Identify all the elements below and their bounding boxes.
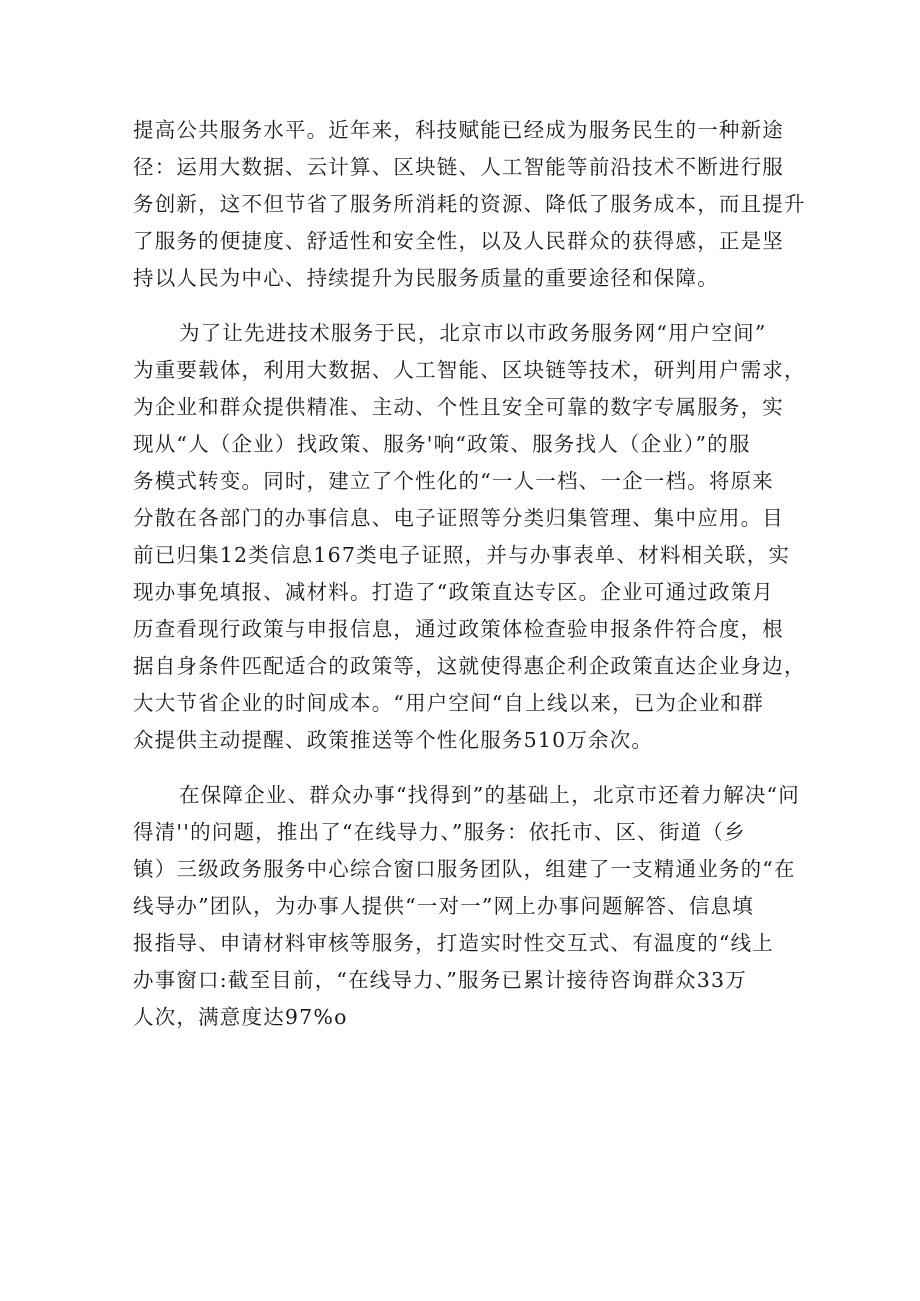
text-line: 得清''的问题，推出了“在线导力、”服务：依托市、区、街道（乡 [133,820,746,844]
text-line: 为了让先进技术服务于民，北京市以市政务服务网“用户空间” [179,321,767,345]
paragraph-spacer [133,297,833,315]
text-line: 报指导、申请材料审核等服务，打造实时性交互式、有温度的“线上 [133,931,774,955]
text-line: 镇）三级政务服务中心综合窗口服务团队，组建了一支精通业务的“在 [133,857,796,881]
paragraph-spacer [133,759,833,777]
paragraph-1 [133,112,833,297]
text-line: 人次，满意度达97%o [133,1005,348,1029]
text-line: 务模式转变。同时，建立了个性化的“一人一档、一企一档。将原来 [133,469,774,493]
text-line: 持以人民为中心、持续提升为民服务质量的重要途径和保障。 [133,266,719,290]
text-line: 在保障企业、群众办事“找得到”的基础上，北京市还着力解决“问 [179,783,800,807]
document-body [133,112,833,1036]
text-line: 前已归集12类信息167类电子证照，并与办事表单、材料相关联，实 [133,543,791,567]
text-line: 为企业和群众提供精准、主动、个性且安全可靠的数字专属服务，实 [133,395,784,419]
text-line: 线导办”团队，为办事人提供“一对一”网上办事问题解答、信息填 [133,894,754,918]
text-line: 径：运用大数据、云计算、区块链、人工智能等前沿技术不断进行服 [133,155,784,179]
text-line: 了服务的便捷度、舒适性和安全性，以及人民群众的获得感，正是坚 [133,229,784,253]
text-line: 办事窗口:截至目前，“在线导力、”服务已累计接待咨询群众33万 [133,968,747,992]
text-line: 众提供主动提醒、政策推送等个性化服务510万余次。 [133,728,654,752]
text-line: 务创新，这不但节省了服务所消耗的资源、降低了服务成本，而且提升 [133,192,806,216]
text-line: 提高公共服务水平。近年来，科技赋能已经成为服务民生的一种新途 [133,118,784,142]
paragraph-3 [133,777,833,1036]
text-line: 大大节省企业的时间成本。“用户空间“自上线以来，已为企业和群 [133,691,764,715]
text-line: 据自身条件匹配适合的政策等，这就使得惠企利企政策直达企业身边， [133,654,806,678]
paragraph-2 [133,315,833,759]
text-line: 历查看现行政策与申报信息，通过政策体检查验申报条件符合度，根 [133,617,784,641]
text-line: 现办事免填报、减材料。打造了“政策直达专区。企业可通过政策月 [133,580,774,604]
text-line: 分散在各部门的办事信息、电子证照等分类归集管理、集中应用。目 [133,506,784,530]
text-line: 现从“人（企业）找政策、服务'响“政策、服务找人（企业）”的服 [133,432,751,456]
text-line: 为重要载体，利用大数据、人工智能、区块链等技术，研判用户需求， [133,358,806,382]
